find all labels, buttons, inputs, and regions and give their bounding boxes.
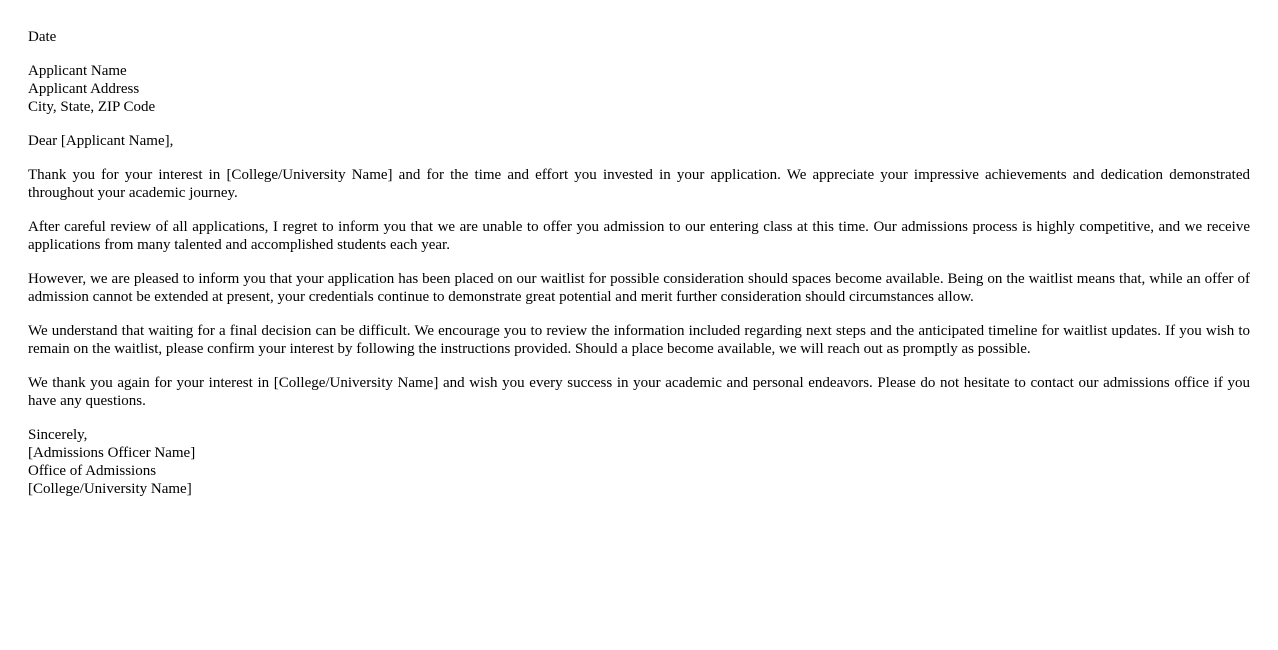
recipient-address-block bbox=[28, 62, 1250, 116]
salutation: Dear [Applicant Name], bbox=[28, 133, 174, 149]
signature-office: Office of Admissions bbox=[28, 463, 157, 479]
letter-date: Date bbox=[28, 29, 57, 45]
body-paragraph-2: After careful review of all applications, I regret to inform you that we are unable to offer you admission to our entering class at this time. Our admissions process is highly competitive, and we receive applications from many talented and accomplished students each year. bbox=[28, 219, 1250, 253]
valediction: Sincerely, bbox=[28, 427, 88, 443]
closing-block bbox=[28, 426, 1250, 498]
recipient-address: Applicant Address bbox=[28, 81, 140, 97]
body-paragraph-4: We understand that waiting for a final decision can be difficult. We encourage you to review the information included regarding next steps and the anticipated timeline for waitlist updates. If you wish to remain on the waitlist, please confirm your interest by following the instructions provided. Should a place become available, we will reach out as promptly as possible. bbox=[28, 323, 1250, 357]
signature-officer-name: [Admissions Officer Name] bbox=[28, 445, 196, 461]
recipient-name: Applicant Name bbox=[28, 63, 127, 79]
letter-body bbox=[28, 28, 1250, 514]
body-paragraph-3: However, we are pleased to inform you that your application has been placed on our waitlist for possible consideration should spaces become available. Being on the waitlist means that, while an offer of admission cannot be extended at present, your credentials continue to demonstrate great potential and merit further consideration should circumstances allow. bbox=[28, 271, 1250, 305]
body-paragraph-5: We thank you again for your interest in [College/University Name] and wish you every success in your academic and personal endeavors. Please do not hesitate to contact our admissions office if you have any questions. bbox=[28, 375, 1250, 409]
signature-institution: [College/University Name] bbox=[28, 481, 192, 497]
recipient-city-state-zip: City, State, ZIP Code bbox=[28, 99, 156, 115]
body-paragraph-1: Thank you for your interest in [College/University Name] and for the time and effort you invested in your application. We appreciate your impressive achievements and dedication demonstrated throughout your academic journey. bbox=[28, 167, 1250, 201]
